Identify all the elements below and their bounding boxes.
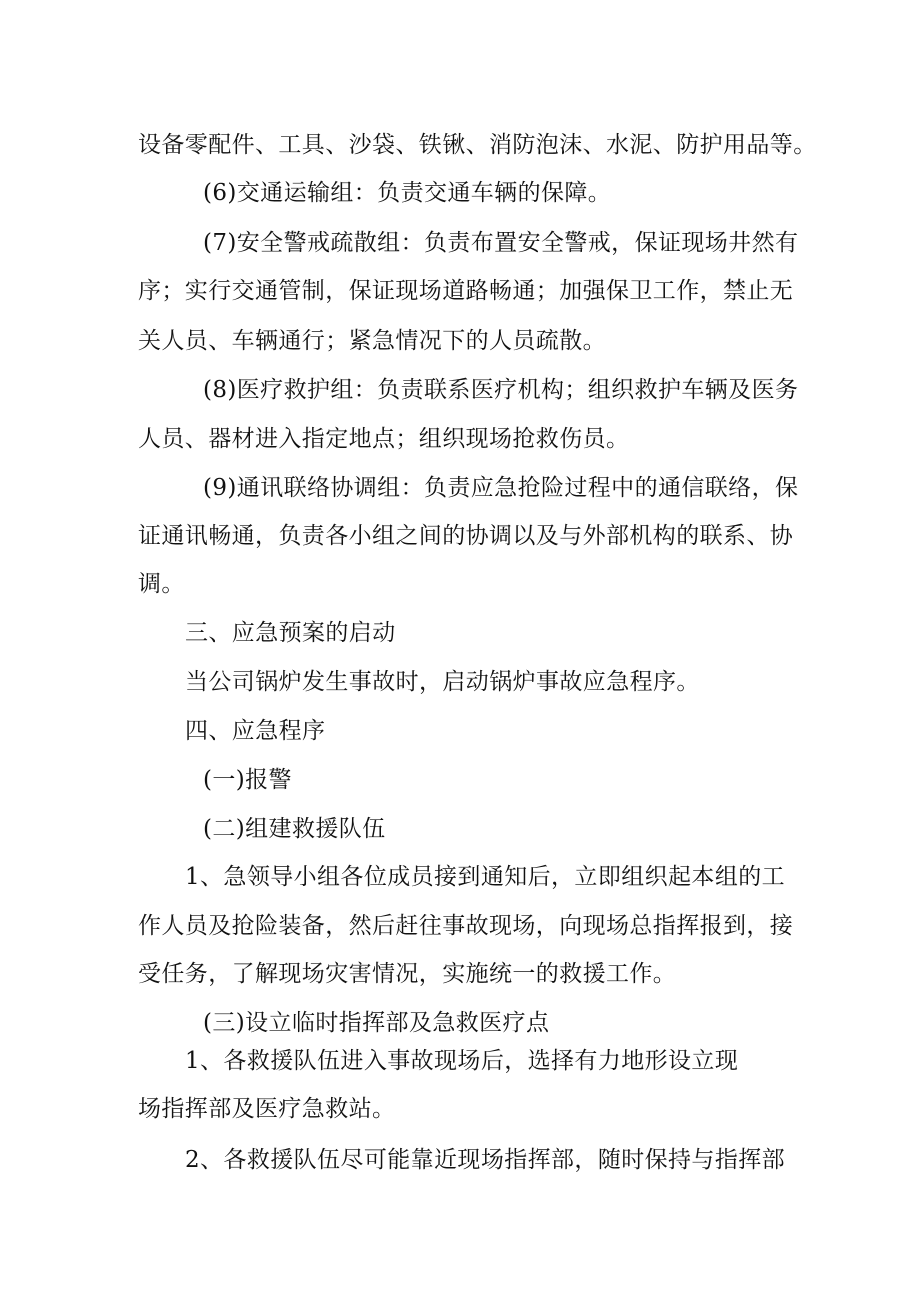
text-line: 2、各救援队伍尽可能靠近现场指挥部，随时保持与指挥部 bbox=[185, 1147, 786, 1173]
subsection-heading: (一)报警 bbox=[203, 767, 292, 793]
subsection-heading: (三)设立临时指挥部及急救医疗点 bbox=[203, 1010, 550, 1036]
text-line: 受任务，了解现场灾害情况，实施统一的救援工作。 bbox=[138, 961, 677, 987]
text-line: (9)通讯联络协调组：负责应急抢险过程中的通信联络，保 bbox=[203, 475, 799, 501]
text-line: 关人员、车辆通行；紧急情况下的人员疏散。 bbox=[138, 328, 606, 354]
text-line: 当公司锅炉发生事故时，启动锅炉事故应急程序。 bbox=[185, 669, 700, 695]
text-line: 序；实行交通管制，保证现场道路畅通；加强保卫工作，禁止无 bbox=[138, 278, 794, 304]
text-line: 证通讯畅通，负责各小组之间的协调以及与外部机构的联系、协 bbox=[138, 523, 794, 549]
subsection-heading: (二)组建救援队伍 bbox=[203, 816, 386, 842]
text-line: 设备零配件、工具、沙袋、铁锹、消防泡沫、水泥、防护用品等。 bbox=[138, 132, 817, 158]
text-line: (7)安全警戒疏散组：负责布置安全警戒，保证现场井然有 bbox=[203, 230, 799, 256]
text-line: 1、各救援队伍进入事故现场后，选择有力地形设立现 bbox=[185, 1048, 739, 1074]
section-heading: 三、应急预案的启动 bbox=[185, 620, 396, 646]
text-line: 调。 bbox=[138, 571, 185, 597]
text-line: (6)交通运输组：负责交通车辆的保障。 bbox=[203, 180, 612, 206]
text-line: 作人员及抢险装备，然后赶往事故现场，向现场总指挥报到，接 bbox=[138, 913, 794, 939]
text-line: 场指挥部及医疗急救站。 bbox=[138, 1096, 396, 1122]
text-line: (8)医疗救护组：负责联系医疗机构；组织救护车辆及医务 bbox=[203, 377, 799, 403]
section-heading: 四、应急程序 bbox=[185, 718, 326, 744]
text-line: 人员、器材进入指定地点；组织现场抢救伤员。 bbox=[138, 426, 630, 452]
text-line: 1、急领导小组各位成员接到通知后，立即组织起本组的工 bbox=[185, 864, 786, 890]
